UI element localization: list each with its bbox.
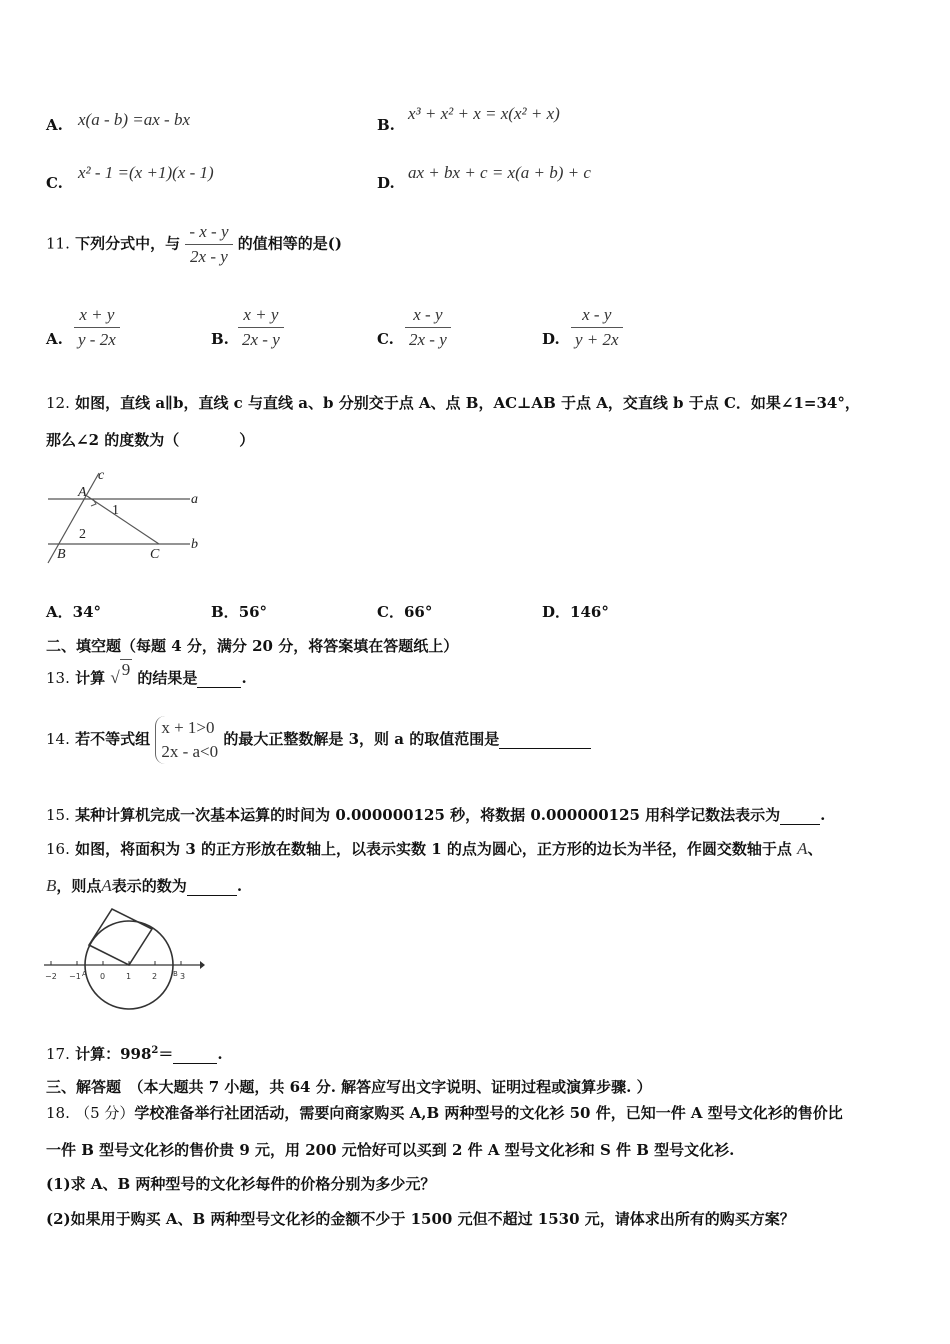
q15-number: 15. bbox=[46, 806, 70, 824]
q12-option-a-value: 34° bbox=[72, 603, 102, 621]
q12-number: 12. bbox=[46, 394, 70, 412]
axis-label-neg1: −1 bbox=[69, 972, 81, 981]
q16-mid: ，则点 bbox=[56, 877, 102, 895]
q11-option-c-num: x - y bbox=[405, 305, 451, 328]
q16-line1 bbox=[46, 838, 823, 859]
q11-option-d-label: D. bbox=[542, 330, 560, 348]
q15-end: . bbox=[820, 806, 826, 824]
q13-radicand: 9 bbox=[121, 660, 131, 679]
q17-prefix: 计算：998 bbox=[75, 1045, 152, 1063]
q11-option-a-num: x + y bbox=[74, 305, 120, 328]
q17-suffix: ＝ bbox=[158, 1045, 174, 1063]
q11-option-d-den: y + 2x bbox=[575, 330, 619, 349]
q17-answer-blank bbox=[173, 1045, 217, 1064]
q12-option-c bbox=[377, 601, 432, 622]
q14-number: 14. bbox=[46, 730, 70, 748]
q11-prefix: 下列分式中，与 bbox=[75, 234, 181, 253]
q10-option-a-label: A. bbox=[46, 116, 63, 134]
q16-answer-blank bbox=[187, 877, 237, 896]
q11-fraction-num: - x - y bbox=[185, 222, 232, 245]
q10-option-c-label: C. bbox=[46, 174, 63, 192]
q18-line2: 一件 B 型号文化衫的售价贵 9 元，用 200 元恰好可以买到 2 件 A 型号文化衫和 S 件 B 型号文化衫. bbox=[46, 1141, 735, 1159]
q13-suffix: 的结果是 bbox=[137, 669, 198, 687]
q10-option-b-label: B. bbox=[377, 116, 395, 134]
q18-number: 18. bbox=[46, 1104, 70, 1122]
q11-option-c-frac bbox=[405, 305, 451, 350]
label-b: b bbox=[191, 537, 198, 552]
q16-point-b: B bbox=[46, 876, 57, 895]
q13-answer-blank bbox=[197, 669, 241, 688]
q11-stem bbox=[46, 222, 342, 267]
q17-end: . bbox=[217, 1045, 223, 1063]
q14-inequality-system bbox=[155, 716, 218, 764]
section2-heading: 二、填空题（每题 4 分，满分 20 分，将答案填在答题纸上） bbox=[46, 637, 459, 655]
q17-number: 17. bbox=[46, 1045, 70, 1063]
q17-sup: 2 bbox=[151, 1045, 159, 1056]
q11-option-b-den: 2x - y bbox=[242, 330, 280, 349]
q10-option-c-expr: x² - 1 =(x +1)(x - 1) bbox=[78, 163, 214, 182]
q11-option-b-num: x + y bbox=[238, 305, 284, 328]
q14 bbox=[46, 716, 591, 764]
q12-line2: 那么∠2 的度数为（ ） bbox=[46, 431, 255, 449]
q16-suffix: 表示的数为 bbox=[111, 877, 187, 895]
q17 bbox=[46, 1043, 223, 1064]
q12-option-b bbox=[211, 601, 267, 622]
label-angle-2: 2 bbox=[79, 527, 86, 542]
q14-ineq1: x + 1>0 bbox=[161, 718, 215, 737]
q16-number: 16. bbox=[46, 840, 70, 858]
q11-option-d-num: x - y bbox=[571, 305, 623, 328]
q13-prefix: 计算 bbox=[75, 669, 106, 687]
q13 bbox=[46, 660, 247, 688]
axis-label-0: 0 bbox=[100, 972, 106, 981]
axis-label-3: 3 bbox=[180, 972, 186, 981]
section3-heading: 三、解答题 （本大题共 7 小题，共 64 分. 解答应写出文字说明、证明过程或演算步骤. ） bbox=[46, 1078, 652, 1096]
q14-answer-blank bbox=[499, 730, 591, 749]
q10-option-a-expr: x(a - b) =ax - bx bbox=[78, 110, 191, 129]
q16-sep: 、 bbox=[807, 840, 823, 858]
q12-option-b-value: 56° bbox=[238, 603, 268, 621]
axis-label-2: 2 bbox=[152, 972, 158, 981]
q11-option-b-label: B. bbox=[211, 330, 229, 348]
q15-answer-blank bbox=[780, 806, 820, 825]
q15-text: 某种计算机完成一次基本运算的时间为 0.000000125 秒，将数据 0.000000125 用科学记数法表示为 bbox=[75, 806, 781, 824]
axis-label-neg2: −2 bbox=[45, 972, 57, 981]
axis-label-1: 1 bbox=[126, 972, 132, 981]
q11-option-a-frac bbox=[74, 305, 120, 350]
q12-option-a bbox=[46, 601, 101, 622]
q12-option-d-label: D． bbox=[542, 603, 571, 621]
q10-option-d-label: D. bbox=[377, 174, 395, 192]
label-a: a bbox=[191, 492, 198, 507]
q12-text-line1: 如图，直线 a∥b，直线 c 与直线 a、b 分别交于点 A、点 B，AC⊥AB 于点 A，交直线 b 于点 C．如果∠1=34°， bbox=[75, 394, 860, 412]
q16-point-a: A bbox=[797, 839, 808, 858]
q11-fraction-den: 2x - y bbox=[190, 247, 228, 266]
q12-option-b-label: B． bbox=[211, 603, 239, 621]
q11-option-a-label: A. bbox=[46, 330, 63, 348]
q11-option-a-den: y - 2x bbox=[78, 330, 116, 349]
q16-line2 bbox=[46, 875, 242, 896]
q11-number: 11. bbox=[46, 234, 70, 253]
label-B: B bbox=[57, 547, 66, 562]
q11-option-c-den: 2x - y bbox=[409, 330, 447, 349]
q12-option-d bbox=[542, 601, 609, 622]
q12-option-d-value: 146° bbox=[570, 603, 609, 621]
q12-figure bbox=[44, 465, 209, 565]
q18-score: （5 分） bbox=[75, 1104, 135, 1122]
q14-prefix: 若不等式组 bbox=[75, 730, 151, 748]
q16-point-a-ref: A bbox=[101, 876, 112, 895]
q11-option-d-frac bbox=[571, 305, 623, 350]
q16-figure bbox=[42, 903, 207, 1013]
q12-line1 bbox=[46, 392, 860, 413]
q11-option-b-frac bbox=[238, 305, 284, 350]
q10-option-d-expr: ax + bx + c = x(a + b) + c bbox=[408, 163, 591, 182]
q11-fraction bbox=[185, 222, 232, 267]
label-A: A bbox=[78, 485, 87, 500]
q13-number: 13. bbox=[46, 669, 70, 687]
label-C: C bbox=[150, 547, 160, 562]
q12-option-c-value: 66° bbox=[403, 603, 433, 621]
q16-end: . bbox=[236, 877, 243, 895]
q18-line1 bbox=[46, 1102, 843, 1123]
label-angle-1: 1 bbox=[112, 503, 119, 518]
q10-option-b-expr: x³ + x² + x = x(x² + x) bbox=[408, 104, 560, 123]
q18-part1: (1)求 A、B 两种型号的文化衫每件的价格分别为多少元？ bbox=[46, 1175, 436, 1193]
axis-label-b: B bbox=[173, 970, 178, 978]
q12-option-a-label: A． bbox=[46, 603, 73, 621]
q11-option-c-label: C. bbox=[377, 330, 394, 348]
sqrt-icon: √ bbox=[110, 668, 120, 687]
axis-arrow-icon bbox=[200, 961, 205, 969]
q11-suffix: 的值相等的是() bbox=[237, 234, 342, 253]
q12-option-c-label: C． bbox=[377, 603, 404, 621]
q13-end: . bbox=[241, 669, 247, 687]
line-c bbox=[48, 473, 99, 563]
right-angle-mark bbox=[91, 499, 96, 506]
axis-label-a: A bbox=[82, 970, 87, 978]
q18-part2: (2)如果用于购买 A、B 两种型号文化衫的金额不少于 1500 元但不超过 1530 元，请体求出所有的购买方案？ bbox=[46, 1210, 795, 1228]
q14-ineq2: 2x - a<0 bbox=[161, 742, 219, 761]
q16-text-line1: 如图，将面积为 3 的正方形放在数轴上，以表示实数 1 的点为圆心，正方形的边长为半径，作圆交数轴于点 bbox=[75, 840, 792, 858]
label-c: c bbox=[98, 468, 105, 483]
q14-suffix: 的最大正整数解是 3，则 a 的取值范围是 bbox=[223, 730, 500, 748]
square bbox=[89, 909, 152, 965]
q15 bbox=[46, 804, 825, 825]
q18-text-line1: 学校准备举行社团活动，需要向商家购买 A,B 两种型号的文化衫 50 件，已知一件 A 型号文化衫的售价比 bbox=[134, 1104, 843, 1122]
line-ac bbox=[87, 496, 159, 544]
